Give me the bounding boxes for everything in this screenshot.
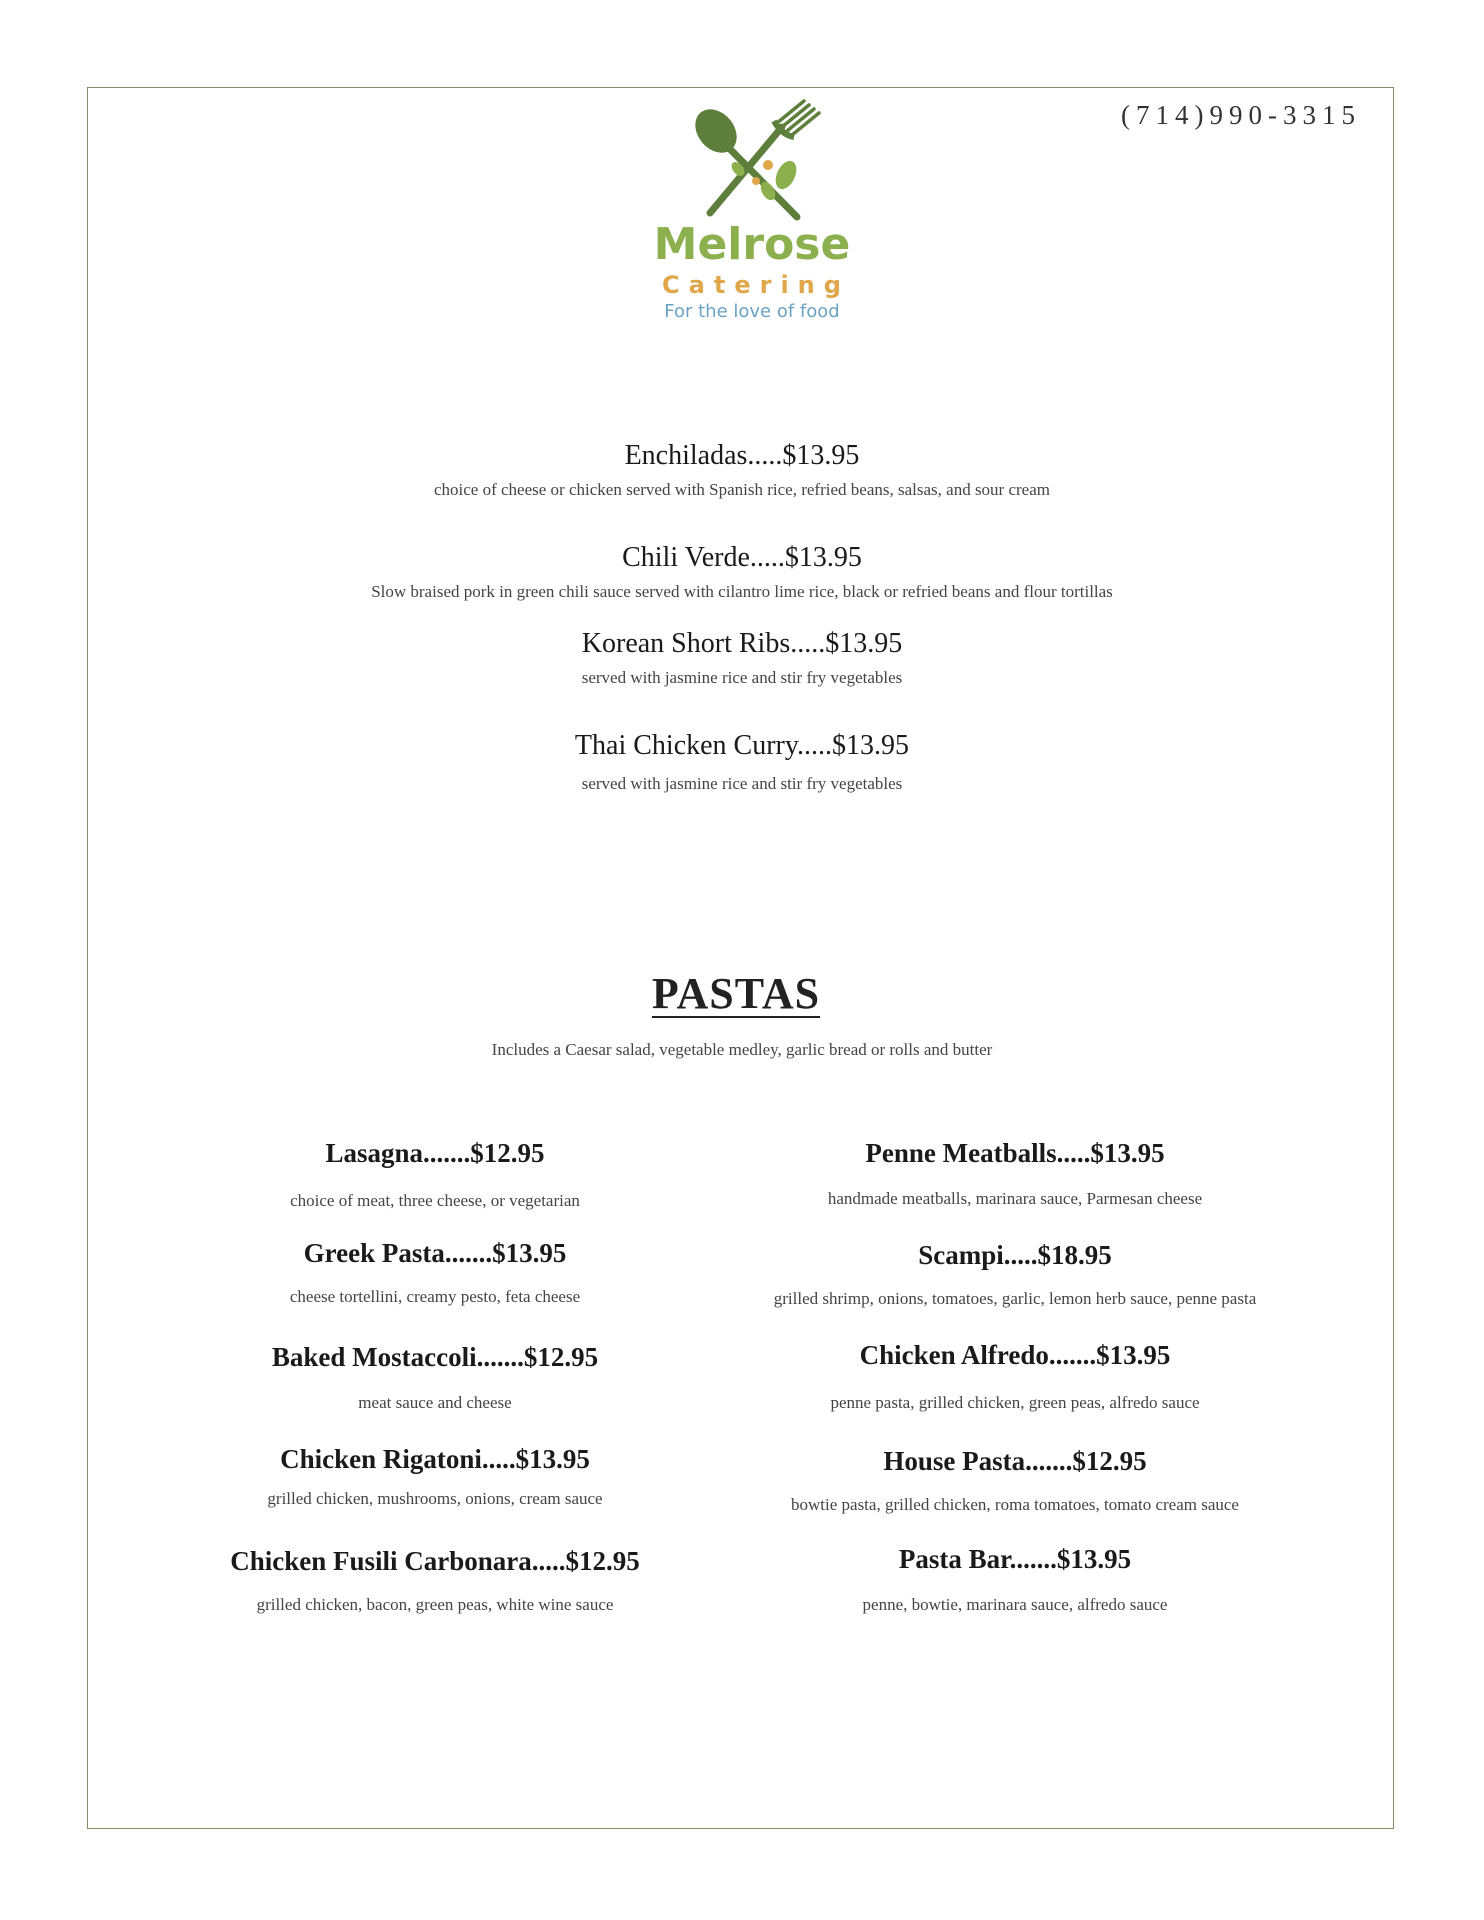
phone-number: (714)990-3315	[1121, 100, 1361, 130]
section-title-pastas: PASTAS	[651, 969, 821, 1018]
entree-name: Enchiladas.....$13.95	[624, 440, 860, 471]
pasta-desc: meat sauce and cheese	[358, 1393, 512, 1412]
entree-desc: Slow braised pork in green chili sauce served with cilantro lime rice, black or refried beans and flour tortillas	[371, 582, 1113, 601]
pasta-desc: handmade meatballs, marinara sauce, Parmesan cheese	[827, 1189, 1203, 1208]
pasta-name: Scampi.....$18.95	[918, 1240, 1112, 1270]
pasta-name: House Pasta.......$12.95	[883, 1446, 1147, 1476]
brand-logo	[642, 95, 862, 322]
pasta-name: Baked Mostaccoli.......$12.95	[271, 1342, 599, 1372]
entree-desc: served with jasmine rice and stir fry vegetables	[581, 668, 903, 687]
entree-desc: served with jasmine rice and stir fry vegetables	[581, 774, 903, 793]
pasta-name: Penne Meatballs.....$13.95	[865, 1138, 1165, 1168]
pasta-name: Chicken Fusili Carbonara.....$12.95	[230, 1546, 640, 1576]
pasta-desc: bowtie pasta, grilled chicken, roma tomatoes, tomato cream sauce	[791, 1495, 1239, 1514]
pasta-item	[175, 1138, 695, 1211]
pasta-desc: penne pasta, grilled chicken, green peas, alfredo sauce	[830, 1393, 1200, 1412]
entree-name: Chili Verde.....$13.95	[622, 542, 862, 573]
entree-name: Korean Short Ribs.....$13.95	[581, 628, 903, 659]
entree-item	[0, 440, 1484, 500]
pasta-desc: penne, bowtie, marinara sauce, alfredo sauce	[862, 1595, 1168, 1614]
pasta-desc: grilled chicken, bacon, green peas, white wine sauce	[256, 1595, 614, 1614]
pasta-name: Chicken Alfredo.......$13.95	[859, 1340, 1171, 1370]
brand-tagline: For the love of food	[664, 301, 840, 322]
pasta-item	[735, 1340, 1295, 1413]
brand-name: Melrose	[653, 219, 851, 270]
pasta-name: Lasagna.......$12.95	[325, 1138, 545, 1168]
entree-name: Thai Chicken Curry.....$13.95	[574, 730, 910, 761]
pasta-item	[175, 1546, 695, 1615]
pasta-item	[735, 1138, 1295, 1209]
pasta-name: Chicken Rigatoni.....$13.95	[280, 1444, 590, 1474]
pasta-desc: grilled chicken, mushrooms, onions, cream sauce	[267, 1489, 603, 1508]
pasta-item	[175, 1444, 695, 1509]
pasta-desc: choice of meat, three cheese, or vegetarian	[290, 1191, 580, 1210]
spoon-fork-icon	[682, 95, 822, 225]
pasta-desc: cheese tortellini, creamy pesto, feta cheese	[289, 1287, 581, 1306]
brand-subtitle: Catering	[662, 271, 850, 299]
entree-item	[0, 542, 1484, 602]
section-note: Includes a Caesar salad, vegetable medley, garlic bread or rolls and butter	[491, 1040, 993, 1059]
entree-item	[0, 730, 1484, 794]
entree-desc: choice of cheese or chicken served with Spanish rice, refried beans, salsas, and sour cream	[433, 480, 1050, 499]
pasta-item	[175, 1342, 695, 1413]
pasta-item	[735, 1544, 1295, 1615]
entree-item	[0, 628, 1484, 688]
pasta-item	[735, 1240, 1295, 1309]
pasta-item	[175, 1238, 695, 1307]
pasta-name: Pasta Bar.......$13.95	[898, 1544, 1132, 1574]
pasta-name: Greek Pasta.......$13.95	[303, 1238, 567, 1268]
pasta-desc: grilled shrimp, onions, tomatoes, garlic, lemon herb sauce, penne pasta	[773, 1289, 1257, 1308]
pasta-item	[735, 1446, 1295, 1515]
